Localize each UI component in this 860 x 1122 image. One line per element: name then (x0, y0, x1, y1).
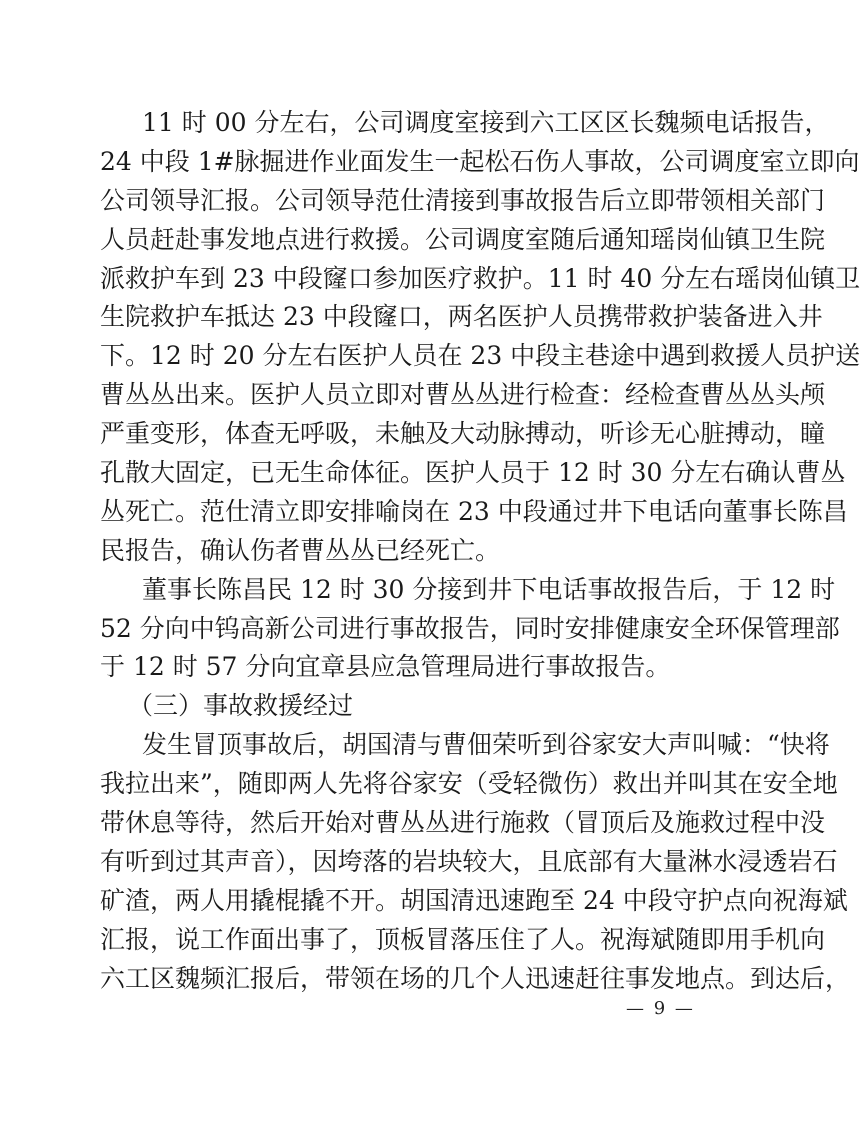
text-line: （三）事故救援经过 (128, 691, 354, 721)
text-line: 11 时 00 分左右，公司调度室接到六工区区长魏频电话报告， (142, 108, 830, 137)
text-line: 六工区魏频汇报后，带领在场的几个人迅速赶往事发地点。到达后， (100, 963, 851, 993)
section-heading (100, 687, 692, 726)
text-line: 我拉出来”，随即两人先将谷家安（受轻微伤）救出并叫其在安全地 (100, 769, 838, 799)
text-line: 汇报，说工作面出事了，顶板冒落压住了人。祝海斌随即用手机向 (100, 924, 826, 954)
text-line: 丛死亡。范仕清立即安排喻岗在 23 中段通过井下电话向董事长陈昌 (100, 496, 848, 526)
text-line: 发生冒顶事故后，胡国清与曹佃荣听到谷家安大声叫喊：“快将 (142, 730, 830, 760)
text-line: 董事长陈昌民 12 时 30 分接到井下电话事故报告后，于 12 时 (142, 574, 836, 604)
text-line: 公司领导汇报。公司领导范仕清接到事故报告后立即带领相关部门 (100, 185, 826, 215)
text-line: 人员赶赴事发地点进行救援。公司调度室随后通知瑶岗仙镇卫生院 (100, 224, 826, 254)
text-line: 民报告，确认伤者曹丛丛已经死亡。 (100, 535, 501, 565)
text-line: 生院救护车抵达 23 中段窿口，两名医护人员携带救护装备进入井 (100, 302, 823, 332)
text-line: 矿渣，两人用撬棍撬不开。胡国清迅速跑至 24 中段守护点向祝海斌 (100, 885, 848, 915)
text-line: 有听到过其声音），因垮落的岩块较大，且底部有大量淋水浸透岩石 (100, 846, 838, 876)
text-line: 派救护车到 23 中段窿口参加医疗救护。11 时 40 分左右瑶岗仙镇卫 (100, 263, 860, 293)
text-line: 严重变形，体查无呼吸，未触及大动脉搏动，听诊无心脏搏动，瞳 (100, 419, 826, 449)
text-line: 于 12 时 57 分向宜章县应急管理局进行事故报告。 (100, 652, 671, 682)
text-line: 带休息等待，然后开始对曹丛丛进行施救（冒顶后及施救过程中没 (100, 808, 826, 838)
page-number: — 9 — (626, 998, 695, 1019)
text-line: 24 中段 1#脉掘进作业面发生一起松石伤人事故，公司调度室立即向 (100, 146, 860, 176)
text-line: 孔散大固定，已无生命体征。医护人员于 12 时 30 分左右确认曹丛 (100, 458, 846, 488)
paragraph (100, 104, 860, 571)
paragraph (100, 571, 840, 688)
text-line: 曹丛丛出来。医护人员立即对曹丛丛进行检查：经检查曹丛丛头颅 (100, 380, 826, 410)
paragraph (100, 726, 851, 998)
text-line: 下。12 时 20 分左右医护人员在 23 中段主巷途中遇到救援人员护送 (100, 341, 860, 371)
text-line: 52 分向中钨高新公司进行事故报告，同时安排健康安全环保管理部 (100, 613, 840, 643)
document-body (100, 104, 860, 998)
